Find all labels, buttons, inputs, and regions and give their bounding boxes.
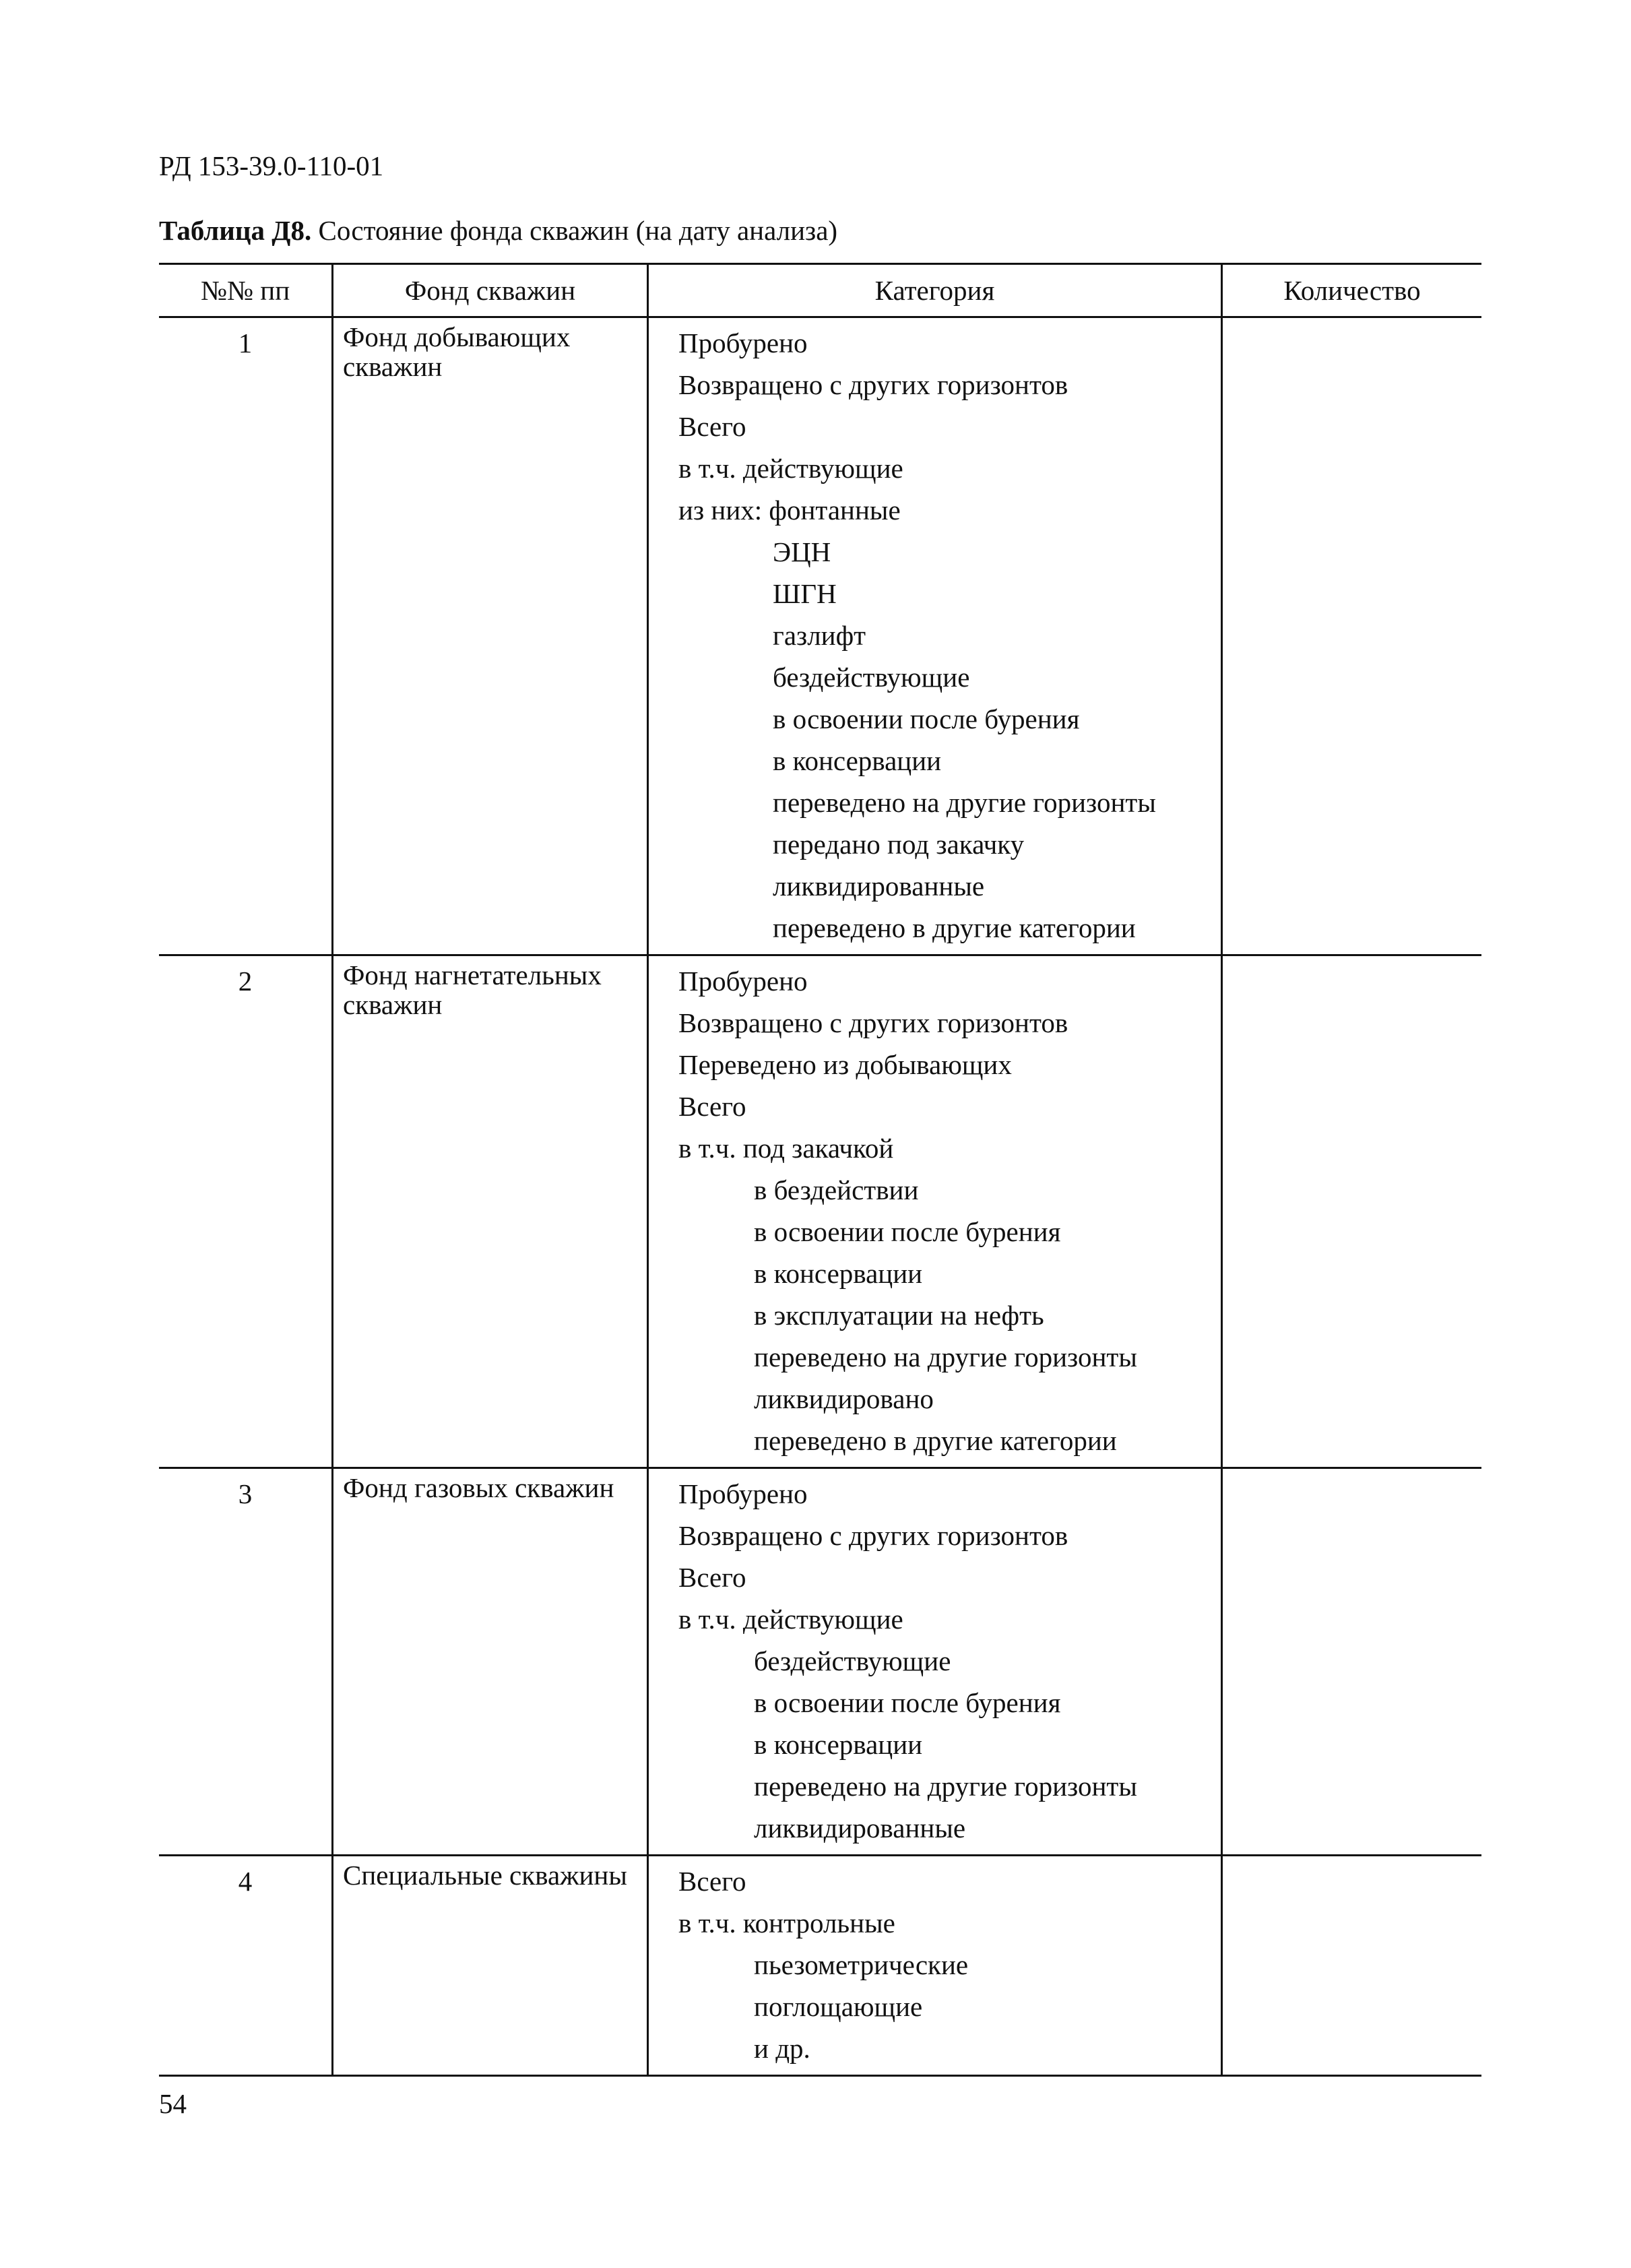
table-row [159, 1468, 1481, 1856]
category-item: Пробурено [678, 327, 808, 358]
row-fund: Фонд нагнетательных скважин [333, 955, 648, 1468]
category-item: Пробурено [678, 1478, 808, 1509]
category-item: Возвращено с других горизонтов [678, 1520, 1068, 1551]
category-item: из них: фонтанные [678, 495, 901, 526]
category-item: пьезометрические [754, 1949, 969, 1980]
category-item: бездействующие [773, 662, 970, 693]
category-item: бездействующие [754, 1645, 951, 1676]
row-categories [648, 317, 1222, 955]
category-item: в консервации [754, 1729, 923, 1760]
category-item: переведено в другие категории [773, 912, 1136, 943]
header-quantity: Количество [1222, 264, 1482, 317]
category-item: переведено в другие категории [754, 1425, 1117, 1456]
row-categories [648, 1468, 1222, 1856]
table-row [159, 1856, 1481, 2076]
category-item: Всего [678, 411, 746, 442]
category-item: и др. [754, 2033, 810, 2064]
category-item: в бездействии [754, 1174, 919, 1205]
category-item: переведено на другие горизонты [754, 1342, 1137, 1373]
category-item: в т.ч. контрольные [678, 1908, 895, 1939]
page-number: 54 [159, 2088, 187, 2119]
table-row [159, 955, 1481, 1468]
table-row [159, 317, 1481, 955]
category-item: в освоении после бурения [754, 1216, 1061, 1247]
row-quantity [1222, 1856, 1482, 2076]
header-number: №№ пп [159, 264, 333, 317]
category-item: в т.ч. действующие [678, 453, 903, 484]
category-item: поглощающие [754, 1991, 923, 2022]
category-item: в освоении после бурения [754, 1687, 1061, 1718]
category-item: Возвращено с других горизонтов [678, 369, 1068, 400]
header-category: Категория [648, 264, 1222, 317]
category-item: передано под закачку [773, 829, 1025, 860]
category-item: в т.ч. под закачкой [678, 1133, 894, 1164]
category-item: Всего [678, 1866, 746, 1897]
category-item: ШГН [773, 578, 837, 609]
document-code: РД 153-39.0-110-01 [159, 150, 384, 181]
row-fund: Фонд добывающих скважин [333, 317, 648, 955]
row-quantity [1222, 317, 1482, 955]
row-fund: Фонд газовых скважин [333, 1468, 648, 1856]
category-item: Возвращено с других горизонтов [678, 1007, 1068, 1038]
table-caption-text: Состояние фонда скважин (на дату анализа) [318, 215, 838, 246]
category-item: в эксплуатации на нефть [754, 1300, 1044, 1331]
table-header-row [159, 264, 1481, 317]
category-item: Всего [678, 1091, 746, 1122]
row-categories [648, 1856, 1222, 2076]
category-item: в освоении после бурения [773, 703, 1080, 734]
well-fund-table [159, 263, 1475, 2077]
category-item: ликвидированные [754, 1813, 966, 1844]
row-number: 1 [238, 327, 253, 358]
row-number: 2 [238, 966, 253, 997]
category-item: переведено на другие горизонты [754, 1771, 1137, 1802]
category-item: в т.ч. действующие [678, 1604, 903, 1635]
category-item: в консервации [773, 745, 942, 776]
category-item: Всего [678, 1562, 746, 1593]
category-item: в консервации [754, 1258, 923, 1289]
category-item: Переведено из добывающих [678, 1049, 1012, 1080]
category-item: газлифт [773, 620, 866, 651]
table-caption-label: Таблица Д8. [159, 215, 312, 246]
row-number: 4 [238, 1866, 253, 1897]
table-caption [159, 214, 837, 247]
row-fund: Специальные скважины [333, 1856, 648, 2076]
header-fund: Фонд скважин [333, 264, 648, 317]
category-item: ликвидированные [773, 871, 985, 902]
category-item: ликвидировано [754, 1383, 934, 1414]
category-item: ЭЦН [773, 536, 831, 567]
row-quantity [1222, 1468, 1482, 1856]
row-number: 3 [238, 1478, 253, 1509]
row-categories [648, 955, 1222, 1468]
category-item: переведено на другие горизонты [773, 787, 1156, 818]
row-quantity [1222, 955, 1482, 1468]
category-item: Пробурено [678, 966, 808, 997]
